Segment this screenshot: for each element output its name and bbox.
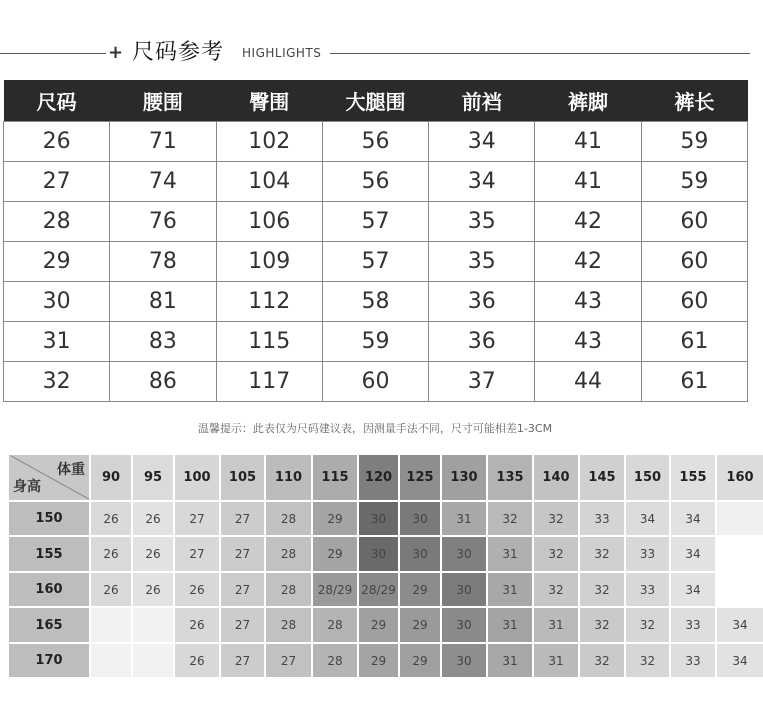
fit-cell: 34	[671, 573, 715, 606]
fit-cell: 30	[400, 502, 440, 535]
table-cell: 56	[322, 161, 428, 201]
fit-cell	[91, 644, 131, 677]
section-subtitle: HIGHLIGHTS	[242, 46, 322, 60]
fit-cell: 31	[488, 537, 532, 571]
table-cell: 61	[641, 321, 747, 361]
size-col-header: 裤长	[641, 80, 747, 121]
table-cell: 57	[322, 241, 428, 281]
fit-cell: 32	[580, 537, 624, 571]
height-row-header: 150	[9, 502, 89, 535]
fit-cell: 29	[400, 608, 440, 642]
height-row-header: 165	[9, 608, 89, 642]
fit-cell: 32	[534, 537, 578, 571]
table-cell: 26	[4, 121, 110, 161]
fit-cell: 31	[442, 502, 486, 535]
table-cell: 37	[429, 361, 535, 401]
table-cell: 104	[216, 161, 322, 201]
table-cell: 86	[110, 361, 216, 401]
fit-cell: 28	[313, 644, 357, 677]
weight-col-header: 135	[488, 455, 532, 500]
fit-cell: 31	[534, 644, 578, 677]
fit-cell: 33	[671, 644, 715, 677]
table-cell: 35	[429, 241, 535, 281]
section-header	[0, 36, 750, 70]
fit-cell	[91, 608, 131, 642]
fit-cell: 27	[221, 573, 264, 606]
table-row	[4, 241, 748, 281]
fit-cell: 29	[313, 537, 357, 571]
fit-cell: 32	[580, 644, 624, 677]
fit-cell: 33	[671, 608, 715, 642]
weight-col-header: 145	[580, 455, 624, 500]
size-table-header-row	[4, 80, 748, 121]
fit-cell	[717, 502, 763, 535]
table-cell: 41	[535, 121, 641, 161]
fit-cell: 30	[359, 537, 398, 571]
fit-cell: 26	[133, 537, 173, 571]
fit-cell: 32	[534, 573, 578, 606]
fit-cell: 30	[400, 537, 440, 571]
fit-cell: 28	[266, 502, 311, 535]
height-label: 身高	[13, 479, 41, 495]
table-cell: 43	[535, 321, 641, 361]
table-cell: 44	[535, 361, 641, 401]
size-note: 温馨提示：此表仅为尺码建议表，因测量手法不同，尺寸可能相差1-3CM	[197, 422, 553, 435]
table-cell: 60	[641, 201, 747, 241]
table-cell: 74	[110, 161, 216, 201]
table-cell: 59	[641, 121, 747, 161]
fit-cell: 31	[488, 573, 532, 606]
table-cell: 83	[110, 321, 216, 361]
fit-cell: 26	[133, 502, 173, 535]
table-row	[4, 361, 748, 401]
table-cell: 76	[110, 201, 216, 241]
fit-cell: 28	[266, 608, 311, 642]
size-col-header: 臀围	[216, 80, 322, 121]
table-cell: 42	[535, 201, 641, 241]
table-cell: 60	[322, 361, 428, 401]
weight-col-header: 120	[359, 455, 398, 500]
size-col-header: 裤脚	[535, 80, 641, 121]
fit-cell: 30	[442, 644, 486, 677]
fit-cell: 26	[91, 537, 131, 571]
table-cell: 32	[4, 361, 110, 401]
table-cell: 42	[535, 241, 641, 281]
table-cell: 109	[216, 241, 322, 281]
fit-cell: 33	[626, 573, 669, 606]
table-cell: 36	[429, 321, 535, 361]
table-cell: 78	[110, 241, 216, 281]
table-cell: 59	[322, 321, 428, 361]
weight-col-header: 125	[400, 455, 440, 500]
table-cell: 27	[4, 161, 110, 201]
size-col-header: 腰围	[110, 80, 216, 121]
fit-cell: 27	[221, 608, 264, 642]
fit-cell: 34	[717, 608, 763, 642]
size-table	[3, 80, 748, 402]
fit-cell: 31	[534, 608, 578, 642]
fit-cell	[133, 608, 173, 642]
table-cell: 102	[216, 121, 322, 161]
size-table-body	[4, 121, 748, 401]
table-cell: 43	[535, 281, 641, 321]
weight-col-header: 95	[133, 455, 173, 500]
fit-cell: 28	[313, 608, 357, 642]
table-cell: 106	[216, 201, 322, 241]
weight-col-header: 110	[266, 455, 311, 500]
fit-cell: 29	[400, 644, 440, 677]
fit-cell: 26	[133, 573, 173, 606]
fit-cell	[717, 573, 763, 606]
fit-cell: 28/29	[313, 573, 357, 606]
fit-cell: 34	[626, 502, 669, 535]
fit-cell: 27	[221, 502, 264, 535]
table-cell: 61	[641, 361, 747, 401]
table-row	[4, 161, 748, 201]
table-cell: 57	[322, 201, 428, 241]
table-cell: 81	[110, 281, 216, 321]
fit-cell: 26	[175, 644, 219, 677]
fit-cell: 32	[488, 502, 532, 535]
fit-cell: 29	[313, 502, 357, 535]
weight-col-header: 150	[626, 455, 669, 500]
table-cell: 71	[110, 121, 216, 161]
weight-col-header: 100	[175, 455, 219, 500]
height-row-header: 155	[9, 537, 89, 571]
fit-cell: 32	[626, 644, 669, 677]
fit-cell: 27	[175, 502, 219, 535]
table-cell: 60	[641, 281, 747, 321]
fit-cell	[133, 644, 173, 677]
fit-cell	[717, 537, 763, 571]
fit-cell: 29	[400, 573, 440, 606]
fit-cell: 29	[359, 644, 398, 677]
table-row	[4, 121, 748, 161]
table-cell: 56	[322, 121, 428, 161]
fit-cell: 32	[534, 502, 578, 535]
grid-corner	[9, 455, 89, 500]
fit-cell: 28/29	[359, 573, 398, 606]
fit-cell: 32	[580, 608, 624, 642]
table-cell: 41	[535, 161, 641, 201]
fit-cell: 31	[488, 644, 532, 677]
fit-cell: 30	[442, 608, 486, 642]
fit-cell: 26	[91, 573, 131, 606]
table-cell: 28	[4, 201, 110, 241]
table-row	[4, 321, 748, 361]
header-divider-left	[0, 53, 106, 54]
weight-col-header: 90	[91, 455, 131, 500]
fit-cell: 34	[717, 644, 763, 677]
table-cell: 34	[429, 161, 535, 201]
weight-col-header: 160	[717, 455, 763, 500]
table-cell: 58	[322, 281, 428, 321]
table-cell: 30	[4, 281, 110, 321]
table-cell: 34	[429, 121, 535, 161]
size-col-header: 前裆	[429, 80, 535, 121]
weight-col-header: 130	[442, 455, 486, 500]
fit-cell: 32	[580, 573, 624, 606]
section-title: 尺码参考	[132, 40, 225, 65]
weight-label: 体重	[57, 462, 85, 478]
fit-cell: 27	[221, 644, 264, 677]
weight-col-header: 155	[671, 455, 715, 500]
table-cell: 35	[429, 201, 535, 241]
fit-cell: 30	[442, 537, 486, 571]
weight-col-header: 105	[221, 455, 264, 500]
fit-cell: 28	[266, 573, 311, 606]
fit-cell: 30	[442, 573, 486, 606]
weight-col-header: 140	[534, 455, 578, 500]
header-divider-right	[330, 53, 750, 54]
fit-cell: 34	[671, 502, 715, 535]
table-cell: 29	[4, 241, 110, 281]
table-cell: 115	[216, 321, 322, 361]
size-col-header: 尺码	[4, 80, 110, 121]
table-cell: 117	[216, 361, 322, 401]
fit-cell: 27	[221, 537, 264, 571]
fit-cell: 33	[580, 502, 624, 535]
table-row	[4, 201, 748, 241]
fit-cell: 29	[359, 608, 398, 642]
fit-cell: 26	[175, 573, 219, 606]
size-col-header: 大腿围	[322, 80, 428, 121]
fit-grid	[9, 455, 754, 673]
table-cell: 36	[429, 281, 535, 321]
fit-cell: 33	[626, 537, 669, 571]
table-cell: 112	[216, 281, 322, 321]
fit-cell: 27	[266, 644, 311, 677]
fit-cell: 26	[175, 608, 219, 642]
weight-col-header: 115	[313, 455, 357, 500]
table-cell: 31	[4, 321, 110, 361]
fit-cell: 31	[488, 608, 532, 642]
height-row-header: 170	[9, 644, 89, 677]
fit-cell: 32	[626, 608, 669, 642]
table-cell: 59	[641, 161, 747, 201]
table-row	[4, 281, 748, 321]
fit-cell: 34	[671, 537, 715, 571]
fit-cell: 27	[175, 537, 219, 571]
fit-cell: 30	[359, 502, 398, 535]
fit-cell: 26	[91, 502, 131, 535]
fit-cell: 28	[266, 537, 311, 571]
table-cell: 60	[641, 241, 747, 281]
height-row-header: 160	[9, 573, 89, 606]
plus-icon: +	[108, 42, 124, 63]
